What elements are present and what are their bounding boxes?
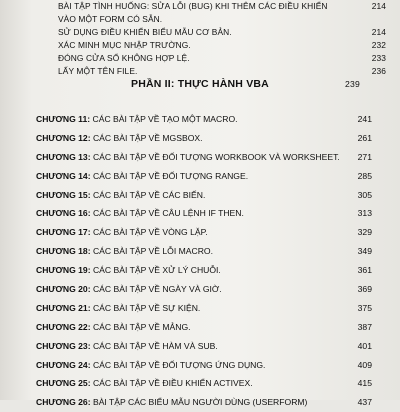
chapter-page: 415 bbox=[357, 378, 372, 389]
chapter-number: CHƯƠNG 13: bbox=[36, 151, 91, 162]
chapter-page: 361 bbox=[357, 265, 372, 276]
chapter-page: 329 bbox=[357, 227, 372, 238]
chapter-page: 401 bbox=[357, 340, 372, 351]
chapter-number: CHƯƠNG 20: bbox=[36, 284, 91, 295]
top-entry-text: XÁC MINH MỤC NHẬP TRƯỜNG. bbox=[58, 40, 191, 50]
top-entry-page: 214 bbox=[371, 1, 386, 11]
top-entry-page: 236 bbox=[371, 66, 386, 76]
chapter-entry bbox=[36, 148, 372, 167]
chapter-page: 313 bbox=[357, 208, 372, 219]
top-entry-page: 214 bbox=[371, 27, 386, 37]
chapter-entry bbox=[36, 374, 372, 393]
chapter-title: CÁC BÀI TẬP VỀ LỖI MACRO. bbox=[92, 246, 213, 257]
chapter-entry bbox=[36, 167, 372, 186]
top-entry bbox=[58, 0, 386, 13]
top-entry bbox=[58, 52, 386, 65]
chapter-title: CÁC BÀI TẬP VỀ NGÀY VÀ GIỜ. bbox=[92, 284, 222, 295]
chapter-number: CHƯƠNG 17: bbox=[36, 227, 91, 238]
chapter-number: CHƯƠNG 11: bbox=[36, 114, 91, 124]
top-entry-page: 233 bbox=[371, 53, 386, 63]
chapter-page: 369 bbox=[357, 284, 372, 295]
part-heading bbox=[0, 78, 400, 90]
top-entry-list bbox=[58, 0, 386, 78]
top-entry-text: SỬ DỤNG ĐIỀU KHIỂN BIỂU MẪU CƠ BẢN. bbox=[58, 27, 232, 37]
chapter-number: CHƯƠNG 19: bbox=[36, 265, 91, 276]
chapter-title: CÁC BÀI TẬP VỀ SỰ KIỆN. bbox=[92, 302, 201, 313]
chapter-number: CHƯƠNG 22: bbox=[36, 321, 91, 332]
chapter-title: CÁC BÀI TẬP VỀ MGSBOX. bbox=[92, 132, 203, 143]
chapter-entry bbox=[36, 280, 372, 299]
chapter-title: CÁC BÀI TẬP VỀ CÁC BIẾN. bbox=[92, 189, 206, 200]
chapter-page: 409 bbox=[357, 359, 372, 370]
part-page: 239 bbox=[345, 79, 360, 89]
chapter-number: CHƯƠNG 18: bbox=[36, 246, 91, 257]
top-entry bbox=[58, 26, 386, 39]
chapter-entry bbox=[36, 393, 372, 412]
chapter-entry bbox=[36, 337, 372, 356]
chapter-number: CHƯƠNG 16: bbox=[36, 208, 91, 219]
chapter-entry bbox=[36, 129, 372, 148]
chapter-page: 305 bbox=[357, 189, 372, 200]
chapter-title: CÁC BÀI TẬP VỀ ĐỐI TƯỢNG RANGE. bbox=[92, 170, 249, 181]
chapter-list bbox=[36, 110, 372, 412]
chapter-entry bbox=[36, 204, 372, 223]
chapter-title: CÁC BÀI TẬP VỀ HÀM VÀ SUB. bbox=[92, 340, 218, 351]
chapter-number: CHƯƠNG 14: bbox=[36, 170, 91, 181]
chapter-entry bbox=[36, 261, 372, 280]
chapter-entry bbox=[36, 223, 372, 242]
chapter-title: CÁC BÀI TẬP VỀ ĐỐI TƯỢNG WORKBOOK VÀ WORKSHEET. bbox=[92, 151, 340, 162]
chapter-entry bbox=[36, 356, 372, 375]
top-entry-text: LẤY MỘT TÊN FILE. bbox=[58, 66, 138, 76]
chapter-entry bbox=[36, 186, 372, 205]
chapter-entry bbox=[36, 110, 372, 129]
chapter-title: CÁC BÀI TẬP VỀ TẠO MỘT MACRO. bbox=[92, 114, 238, 124]
chapter-title: BÀI TẬP CÁC BIỂU MẪU NGƯỜI DÙNG (USERFORM) bbox=[92, 397, 308, 408]
chapter-page: 241 bbox=[357, 114, 372, 124]
chapter-number: CHƯƠNG 12: bbox=[36, 132, 91, 143]
chapter-number: CHƯƠNG 15: bbox=[36, 189, 91, 200]
top-entry-page: 232 bbox=[371, 40, 386, 50]
chapter-entry bbox=[36, 242, 372, 261]
chapter-page: 261 bbox=[357, 132, 372, 143]
chapter-title: CÁC BÀI TẬP VỀ CÂU LỆNH IF THEN. bbox=[92, 208, 244, 219]
chapter-number: CHƯƠNG 26: bbox=[36, 397, 91, 408]
chapter-title: CÁC BÀI TẬP VỀ VÒNG LẶP. bbox=[92, 227, 208, 238]
chapter-number: CHƯƠNG 25: bbox=[36, 378, 91, 389]
chapter-entry bbox=[36, 299, 372, 318]
chapter-number: CHƯƠNG 23: bbox=[36, 340, 91, 351]
top-entry bbox=[58, 13, 358, 26]
top-entry-text: BÀI TẬP TÌNH HUỐNG: SỬA LỖI (BUG) KHI THÊM CÁC ĐIỀU KHIỂN bbox=[58, 1, 328, 11]
chapter-title: CÁC BÀI TẬP VỀ XỬ LÝ CHUỖI. bbox=[92, 265, 221, 276]
top-entry-text: VÀO MỘT FORM CÓ SẴN. bbox=[58, 14, 163, 24]
chapter-number: CHƯƠNG 21: bbox=[36, 302, 91, 313]
chapter-page: 375 bbox=[357, 302, 372, 313]
chapter-page: 285 bbox=[357, 170, 372, 181]
chapter-title: CÁC BÀI TẬP VỀ ĐIỀU KHIỂN ACTIVEX. bbox=[92, 378, 253, 389]
chapter-page: 437 bbox=[357, 397, 372, 408]
chapter-title: CÁC BÀI TẬP VỀ MẢNG. bbox=[92, 321, 191, 332]
chapter-entry bbox=[36, 318, 372, 337]
part-title: PHẦN II: THỰC HÀNH VBA bbox=[131, 78, 269, 90]
top-entry bbox=[58, 39, 386, 52]
top-entry-text: ĐÓNG CỬA SỔ KHÔNG HỢP LỆ. bbox=[58, 53, 190, 63]
chapter-page: 271 bbox=[357, 151, 372, 162]
chapter-page: 387 bbox=[357, 321, 372, 332]
chapter-page: 349 bbox=[357, 246, 372, 257]
top-entry bbox=[58, 65, 386, 78]
chapter-number: CHƯƠNG 24: bbox=[36, 359, 91, 370]
chapter-title: CÁC BÀI TẬP VỀ ĐỐI TƯỢNG ỨNG DỤNG. bbox=[92, 359, 266, 370]
